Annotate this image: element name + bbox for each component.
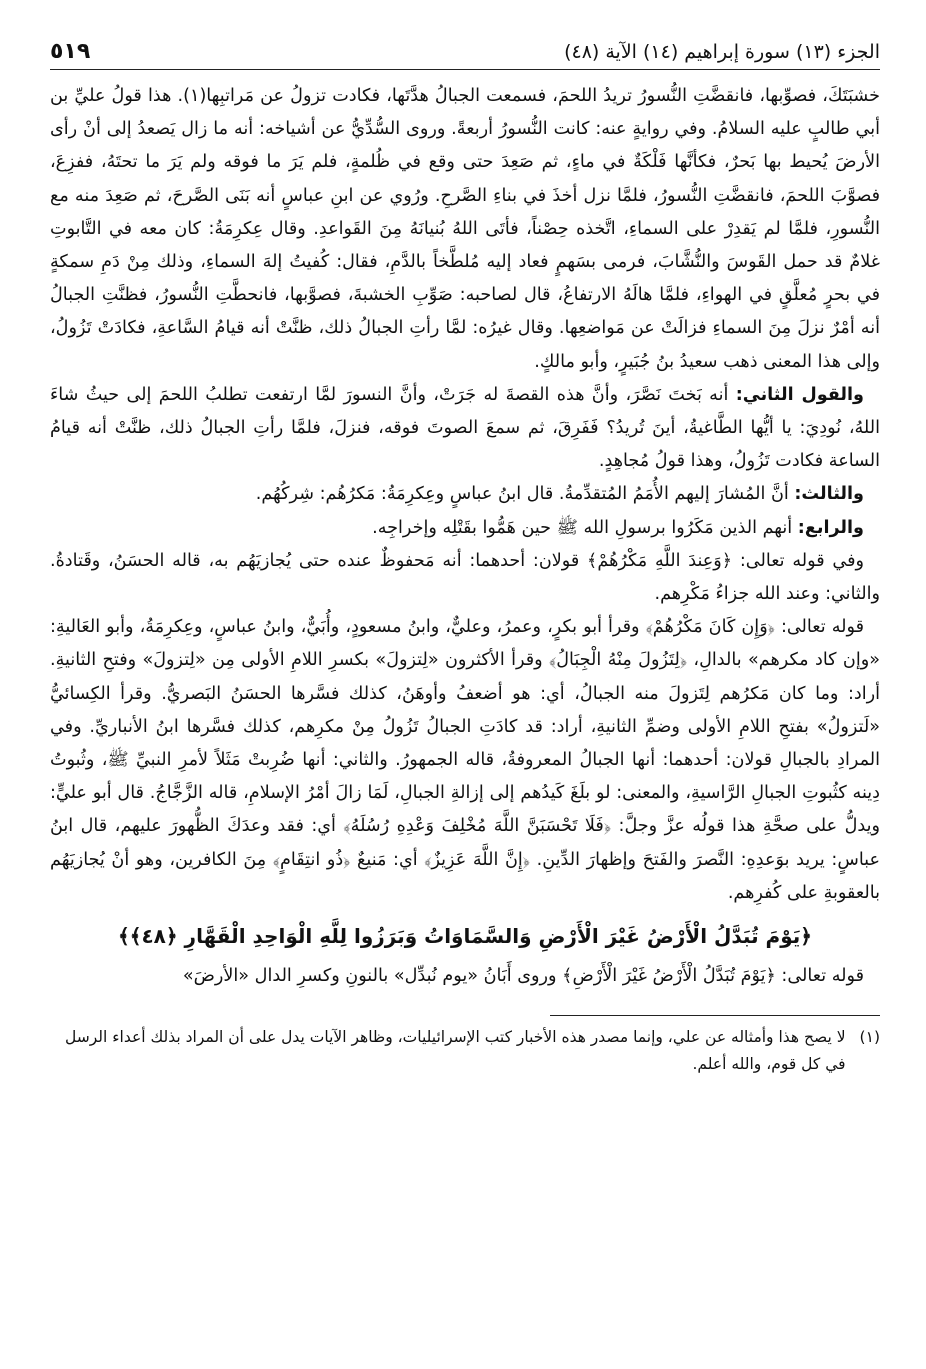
paragraph-3-lead: والثالث:	[794, 484, 864, 505]
paragraph-5-text: وفي قوله تعالى: ﴿وَعِندَ اللَّهِ مَكْرُهُمْ﴾ قولان: أحدهما: أنه مَحفوظٌ عنده حتى يُجازيَهُم به، قاله الحسَنُ، وقَتادةُ. والثاني: وعند الله جزاءُ مَكْرِهم.	[50, 550, 880, 605]
footnote	[50, 1024, 880, 1078]
main-text	[50, 80, 880, 993]
paragraph-2	[50, 379, 880, 479]
paragraph-1	[50, 80, 880, 379]
footnote-text: لا يصح هذا وأمثاله عن علي، وإنما مصدر هذه الأخبار كتب الإسرائيليات، وظاهر الآيات يدل على أن المراد بذلك أعداء الرسل في كل قوم، والله أعلم.	[65, 1028, 846, 1074]
page-number: ٥١٩	[50, 39, 91, 64]
paragraph-6	[50, 611, 880, 910]
paragraph-3-text: أنَّ المُشارَ إليهم الأُمَمُ المُتقدِّمةُ. قال ابنُ عباسٍ وعِكرِمَةُ: مَكرُهُم: شِركُهُم.	[255, 484, 795, 505]
paragraph-4-lead: والرابع:	[797, 517, 864, 538]
paragraph-1-text: خشبَتَكَ، فصوِّبها، فانقضَّتِ النُّسورُ تريدُ اللحمَ، فسمعت الجبالُ هدَّتَها، فكادت تزولُ عن مَراتبِها(١). هذا قولُ عليِّ بن أبي طالبٍ عليه السلامُ. وفي روايةٍ عنه: كانت النُّسورُ أربعةً. وروى السُّدِّيُّ عن أشياخه: أنه ما زال يَصعدُ إلى أنْ رأى الأرضَ يُحيط بها بَحرٌ، فكأنَّها فَلْكَةٌ في ماءٍ، ثم صَعِدَ حتى وقع في ظُلمةٍ، فلم يَرَ ما فوقه ولم يَرَ ما تحتَهُ، ففزِعَ، فصوَّبَ اللحمَ، فانقضَّتِ النُّسورُ، فلمَّا نزل أخذَ في بناءِ الصَّرحِ. ورُوي عن ابنِ عباسٍ أنه بَنَى الصَّرحَ، ثم صَعِدَ منه مع النُّسورِ، فلمَّا لم يَقدِرْ على السماءِ، اتَّخذه حِصْناً، فأتَى اللهُ بُنيانَهُ مِنَ القَواعدِ. وقال عِكرِمَةُ: كان معه في التَّابوتِ غلامٌ قد حمل القَوسَ والنُّشَّابَ، فرمى بسَهمٍ فعاد إليه مُلطَّخاً بالدَّمِ، فقال: كُفيتُ إلهَ السماءِ، وذلك مِنْ دَمِ سمكةٍ في بحرٍ مُعلَّقٍ في الهواءِ، فلمَّا هالَهُ الارتفاعُ، قال لصاحبه: صَوِّبِ الخشبةَ، فصوَّبها، فانحطَّتِ النُّسورُ، فظنَّتِ الجبالُ أنه أمْرٌ نزلَ مِنَ السماءِ فزالَتْ عن مَواضعِها. وقال غيرُه: لمَّا رأتِ الجبالُ ذلك، ظنَّتْ أنه قيامُ السَّاعةِ، فكادَتْ تَزُولُ، وإلى هذا المعنى ذهب سعيدُ بنُ جُبَيرٍ، وأبو مالكٍ.	[50, 86, 880, 372]
paragraph-after-verse	[50, 960, 880, 993]
paragraph-2-lead: والقول الثاني:	[735, 384, 864, 405]
running-title: الجزء (١٣) سورة إبراهيم (١٤) الآية (٤٨)	[564, 41, 880, 63]
paragraph-6-text: قوله تعالى: ﴿وَإِن كَانَ مَكْرُهُمْ﴾ وقرأ أبو بكرٍ، وعمرُ، وعليٌّ، وابنُ مسعودٍ، وأُبَيٌّ، وابنُ عباسٍ، وعِكرِمَةُ، وأبو العَاليةِ: «وإن كاد مكرهم» بالدالِ، ﴿لِتَزُولَ مِنْهُ الْجِبَالُ﴾ وقرأ الأكثرون «لِتزولَ» بكسرِ اللامِ الأولى مِن «لِتزولَ» وفتحِ الثانيةِ. أراد: وما كان مَكرُهم لِتَزولَ منه الجبالُ، أي: هو أضعفُ وأوهَنُ، كذلك فسَّرها الحسَنُ البَصريُّ. وقرأ الكِسائيُّ «لَتزولُ» بفتحِ اللامِ الأولى وضمِّ الثانيةِ، أراد: قد كادَتِ الجبالُ تَزُولُ مِنْ مكرِهم، كذلك فسَّرها ابنُ الأنباريِّ. وفي المرادِ بالجبالِ قولان: أحدهما: أنها الجبالُ المعروفةُ، قاله الجمهورُ. والثاني: أنها ضُرِبتْ مَثَلاً لأمرِ النبيِّ ﷺ، وثُبوتُ دِينه كثُبوتِ الجبالِ الرَّاسيةِ، والمعنى: لو بلَغَ كَيدُهم إلى إزالةِ الجبالِ، لَمَا زالَ أمْرُ الإسلامِ، قاله الزَّجَّاجُ. قال أبو عليٍّ: ويدلُّ على صحَّةِ هذا قولُه عزَّ وجلَّ: ﴿فَلَا تَحْسَبَنَّ اللَّهَ مُخْلِفَ وَعْدِهِ رُسُلَهُ﴾ أي: فقد وعدَكَ الظُّهورَ عليهم، قال ابنُ عباسٍ: يريد بوَعدِهِ: النَّصرَ والفَتحَ وإظهارَ الدِّينِ. ﴿إِنَّ اللَّهَ عَزِيزٌ﴾ أي: مَنيعٌ ﴿ذُو انتِقَامٍ﴾ مِنَ الكافرين، وهو أنْ يُجازيَهُم بالعقوبةِ على كُفرِهم.	[50, 617, 880, 903]
paragraph-5	[50, 545, 880, 611]
paragraph-3	[50, 478, 880, 511]
paragraph-4	[50, 512, 880, 545]
footnote-number: (١)	[859, 1028, 880, 1047]
book-page	[50, 38, 880, 1078]
footnote-divider	[550, 1015, 880, 1016]
paragraph-after-verse-text: قوله تعالى: ﴿يَوْمَ تُبَدَّلُ الْأَرْضُ غَيْرَ الْأَرْضِ﴾ وروى أَبَانُ «يوم نُبدِّل» بالنونِ وكسرِ الدال «الأرضَ»	[182, 966, 864, 987]
quran-verse: ﴿يَوْمَ تُبَدَّلُ الْأَرْضُ غَيْرَ الْأَرْضِ وَالسَّمَاوَاتُ وَبَرَزُوا لِلَّهِ الْوَاحِدِ الْقَهَّارِ ﴿٤٨﴾﴾	[118, 924, 812, 949]
page-header	[50, 38, 880, 70]
paragraph-4-text: أنهم الذين مَكَرُوا برسولِ الله ﷺ حين هَمُّوا بقَتْلِه وإخراجِه.	[372, 517, 798, 538]
paragraph-2-text: أنه بَختَ نَصَّرَ، وأنَّ هذه القصةَ له جَرَتْ، وأنَّ النسورَ لمَّا ارتفعت تطلبُ اللحمَ إلى حيثُ شاءَ اللهُ، نُودِيَ: يا أيُّها الطَّاغيةُ، أينَ تُريدُ؟ فَفَرِقَ، ثم سمعَ الصوتَ فوقه، فنزلَ، فلمَّا رأتِ الجبالُ ذلك، ظنَّتْ أنه قيامُ الساعة فكادت تَزُولُ، وهذا قولُ مُجاهِدٍ.	[50, 384, 880, 472]
